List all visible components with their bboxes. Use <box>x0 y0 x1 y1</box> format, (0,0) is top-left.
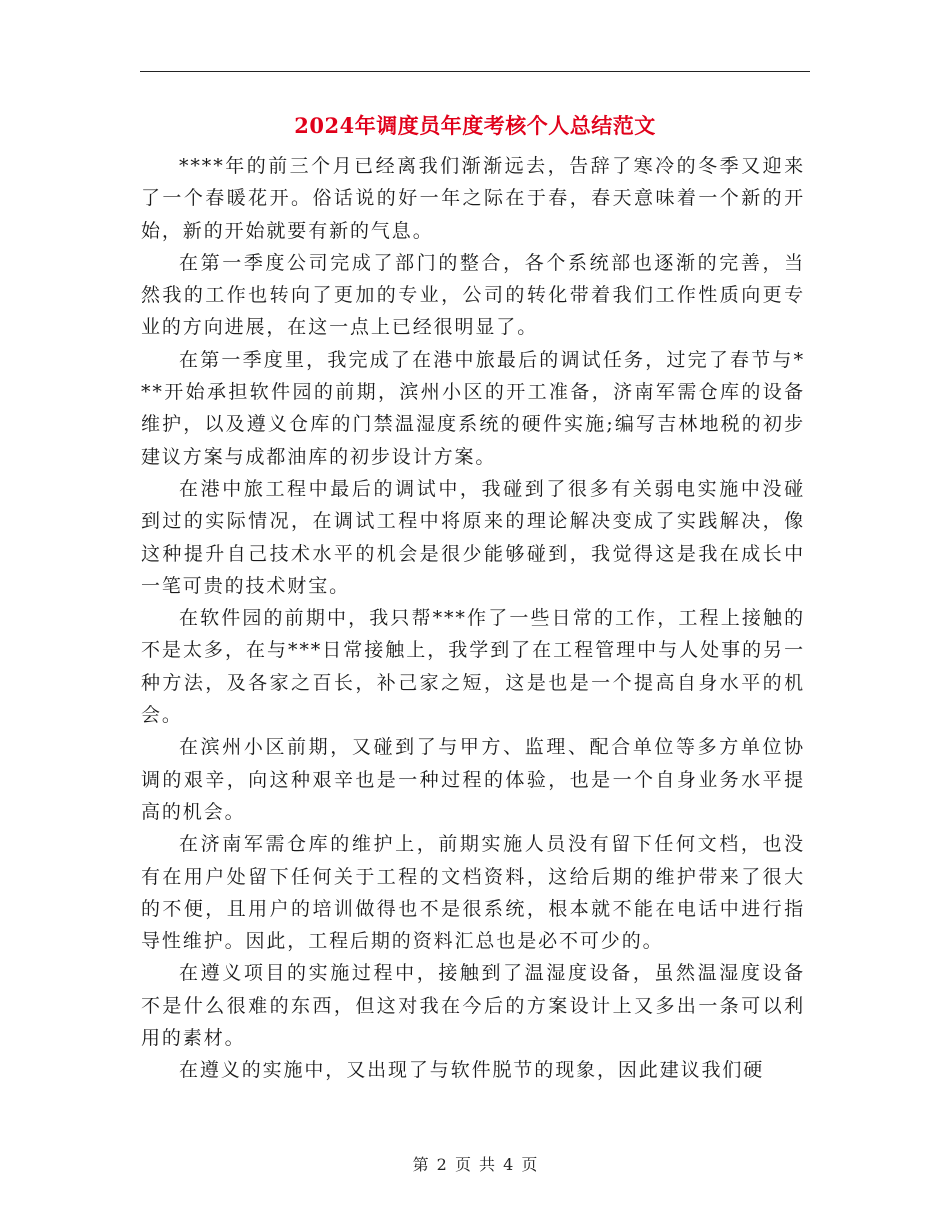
paragraph: 在港中旅工程中最后的调试中，我碰到了很多有关弱电实施中没碰到过的实际情况，在调试工程中将原来的理论解决变成了实践解决，像这种提升自己技术水平的机会是很少能够碰到，我觉得这是我在成长中一笔可贵的技术财宝。 <box>141 477 805 597</box>
paragraph: 在软件园的前期中，我只帮***作了一些日常的工作，工程上接触的不是太多，在与***日常接触上，我学到了在工程管理中与人处事的另一种方法，及各家之百长，补己家之短，这是也是一个提高自身水平的机会。 <box>141 607 805 727</box>
paragraph: 在第一季度里，我完成了在港中旅最后的调试任务，过完了春节与***开始承担软件园的前期，滨州小区的开工准备，济南军需仓库的设备维护，以及遵义仓库的门禁温湿度系统的硬件实施;编写吉林地税的初步建议方案与成都油库的初步设计方案。 <box>141 348 805 468</box>
total-page-count: 4 <box>503 1155 514 1174</box>
page-label-suffix: 页 <box>521 1155 538 1174</box>
paragraph: ****年的前三个月已经离我们渐渐远去，告辞了寒冷的冬季又迎来了一个春暖花开。俗话说的好一年之际在于春，春天意味着一个新的开始，新的开始就要有新的气息。 <box>141 155 805 242</box>
paragraph: 在济南军需仓库的维护上，前期实施人员没有留下任何文档，也没有在用户处留下任何关于工程的文档资料，这给后期的维护带来了很大的不便，且用户的培训做得也不是很系统，根本就不能在电话中进行指导性维护。因此，工程后期的资料汇总也是必不可少的。 <box>141 833 805 953</box>
document-body <box>141 150 805 1087</box>
page-label-mid: 页 共 <box>454 1155 496 1174</box>
document-title: 2024年调度员年度考核个人总结范文 <box>294 113 656 138</box>
paragraph: 在滨州小区前期，又碰到了与甲方、监理、配合单位等多方单位协调的艰辛，向这种艰辛也是一种过程的体验，也是一个自身业务水平提高的机会。 <box>141 736 805 823</box>
page-number-footer <box>0 1155 950 1175</box>
paragraph: 在遵义的实施中，又出现了与软件脱节的现象，因此建议我们硬 <box>179 1059 765 1082</box>
current-page-number: 2 <box>436 1155 447 1174</box>
paragraph: 在遵义项目的实施过程中，接触到了温湿度设备，虽然温湿度设备不是什么很难的东西，但这对我在今后的方案设计上又多出一条可以利用的素材。 <box>141 962 805 1050</box>
paragraph: 在第一季度公司完成了部门的整合，各个系统部也逐渐的完善，当然我的工作也转向了更加的专业，公司的转化带着我们工作性质向更专业的方向进展，在这一点上已经很明显了。 <box>141 251 805 339</box>
header-rule <box>140 71 810 72</box>
page-label-prefix: 第 <box>412 1155 429 1174</box>
